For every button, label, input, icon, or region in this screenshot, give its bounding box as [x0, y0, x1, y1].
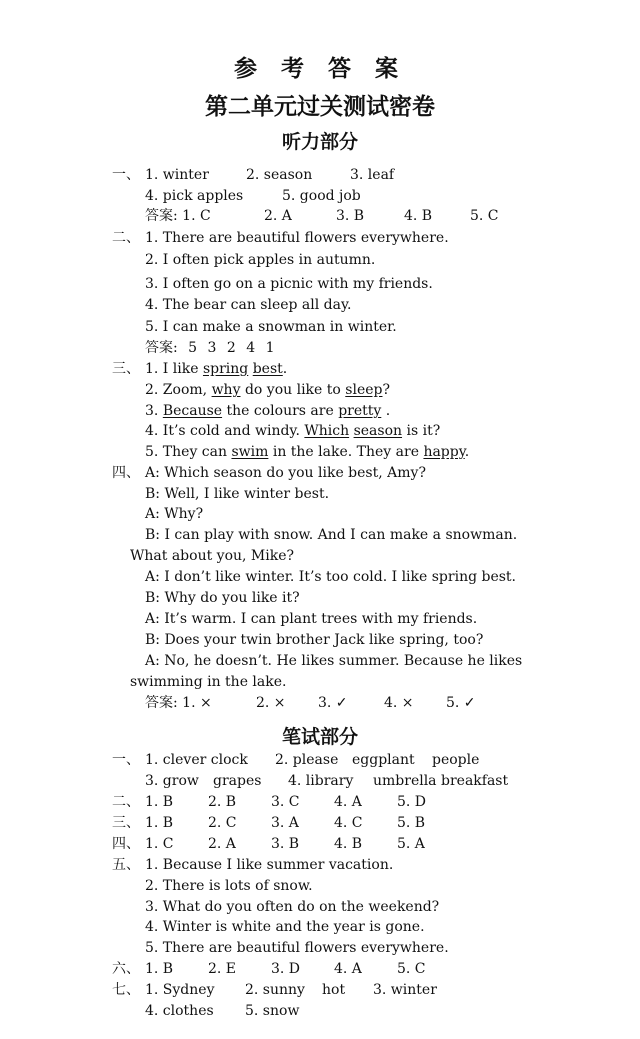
- answer-item: 5. C: [397, 961, 426, 977]
- sentence-text: is it?: [402, 423, 441, 439]
- written-section-1-number: 一、: [112, 752, 140, 768]
- sentence-line: 4. The bear can sleep all day.: [145, 297, 352, 313]
- answer-item: 5. snow: [245, 1003, 300, 1019]
- answer-item: 3. B: [336, 208, 365, 224]
- dialogue-line: B: I can play with snow. And I can make a snowman.: [145, 527, 518, 543]
- answer-item: 1. C: [145, 836, 174, 852]
- answer-item: hot: [322, 982, 346, 998]
- answer-item: breakfast: [441, 773, 509, 789]
- answer-item: 5. ✓: [446, 695, 476, 711]
- answer-item: 2. A: [208, 836, 236, 852]
- answer-item: 1. B: [145, 794, 174, 810]
- answer-item: 3. ✓: [318, 695, 348, 711]
- answer-item: 答案: 1. C: [145, 208, 211, 224]
- filled-blank: why: [211, 382, 241, 398]
- listening-section-1-number: 一、: [112, 167, 140, 183]
- sentence-text: do you like to: [240, 382, 346, 398]
- answer-item: 5. B: [397, 815, 426, 831]
- answer-item: 1. Sydney: [145, 982, 215, 998]
- filled-blank: Because: [162, 403, 223, 419]
- filled-blank: swim: [231, 444, 269, 460]
- filled-blank: happy: [423, 444, 465, 460]
- answer-item: 2. C: [208, 815, 237, 831]
- sentence-line: 1. Because I like summer vacation.: [145, 857, 394, 873]
- answer-item: 4. B: [334, 836, 363, 852]
- answer-item: 2. please: [275, 752, 339, 768]
- answer-item: 1. B: [145, 815, 174, 831]
- listening-section-3-number: 三、: [112, 361, 140, 377]
- dialogue-line: What about you, Mike?: [130, 548, 295, 564]
- written-section-3-number: 三、: [112, 815, 140, 831]
- sentence-text: 3.: [145, 403, 163, 419]
- written-section-6-number: 六、: [112, 961, 140, 977]
- answer-item: 4. A: [334, 961, 362, 977]
- sentence-text: .: [464, 444, 470, 460]
- sentence-text: .: [282, 361, 288, 377]
- written-section-4-number: 四、: [112, 836, 140, 852]
- sentence-line: 5. I can make a snowman in winter.: [145, 319, 397, 335]
- dialogue-line: A: It’s warm. I can plant trees with my friends.: [145, 611, 478, 627]
- dialogue-line: A: I don’t like winter. It’s too cold. I like spring best.: [145, 569, 516, 585]
- answer-item: 答案: 1. ×: [145, 695, 212, 711]
- written-section-7-number: 七、: [112, 982, 140, 998]
- sentence-text: the colours are: [222, 403, 339, 419]
- filled-blank: sleep: [345, 382, 383, 398]
- sentence-text: ?: [382, 382, 390, 398]
- sentence-line: 4. Winter is white and the year is gone.: [145, 919, 425, 935]
- dialogue-line: swimming in the lake.: [130, 674, 287, 690]
- filled-blank: Which: [304, 423, 350, 439]
- answer-item: 4. B: [404, 208, 433, 224]
- answer-item: 3. grow: [145, 773, 199, 789]
- sentence-text: 5. They can: [145, 444, 232, 460]
- dialogue-line: A: Why?: [145, 506, 204, 522]
- answer-item: umbrella: [373, 773, 437, 789]
- answer-sequence: 答案: 5 3 2 4 1: [145, 340, 275, 356]
- dialogue-line: B: Why do you like it?: [145, 590, 300, 606]
- dialogue-line: A: Which season do you like best, Amy?: [145, 465, 426, 481]
- sentence-line: 3. I often go on a picnic with my friends.: [145, 276, 433, 292]
- filled-blank: best: [252, 361, 283, 377]
- answer-item: 1. B: [145, 961, 174, 977]
- sentence-text: in the lake. They are: [268, 444, 424, 460]
- answer-item: 3. C: [271, 794, 300, 810]
- answer-item: 3. A: [271, 815, 299, 831]
- answer-item: 4. ×: [384, 695, 414, 711]
- sentence-line: 5. There are beautiful flowers everywhere.: [145, 940, 449, 956]
- dialogue-line: B: Well, I like winter best.: [145, 486, 330, 502]
- answer-item: 3. B: [271, 836, 300, 852]
- answer-item: 3. winter: [373, 982, 437, 998]
- answer-item: grapes: [213, 773, 262, 789]
- answer-item: 5. good job: [282, 188, 361, 204]
- sentence-line: 2. I often pick apples in autumn.: [145, 252, 376, 268]
- fill-blank-line: [145, 381, 390, 399]
- answer-item: 4. library: [288, 773, 354, 789]
- answer-item: 4. A: [334, 794, 362, 810]
- answer-item: 4. clothes: [145, 1003, 214, 1019]
- answer-item: 4. pick apples: [145, 188, 244, 204]
- answer-item: 1. winter: [145, 167, 209, 183]
- answer-item: 2. B: [208, 794, 237, 810]
- filled-blank: spring: [202, 361, 249, 377]
- answer-item: 5. C: [470, 208, 499, 224]
- dialogue-line: A: No, he doesn’t. He likes summer. Because he likes: [145, 653, 523, 669]
- fill-blank-line: [145, 443, 469, 461]
- filled-blank: season: [353, 423, 403, 439]
- written-heading: 笔试部分: [281, 726, 358, 748]
- written-section-5-number: 五、: [112, 857, 140, 873]
- answer-item: 2. season: [246, 167, 313, 183]
- listening-heading: 听力部分: [281, 131, 358, 153]
- answer-item: 1. clever clock: [145, 752, 248, 768]
- sentence-text: 4. It’s cold and windy.: [145, 423, 305, 439]
- sentence-text: 2. Zoom,: [145, 382, 212, 398]
- sentence-line: 1. There are beautiful flowers everywhere.: [145, 230, 449, 246]
- filled-blank: pretty: [338, 403, 382, 419]
- answer-item: 2. A: [264, 208, 292, 224]
- listening-section-4-number: 四、: [112, 465, 140, 481]
- answer-item: 5. A: [397, 836, 425, 852]
- answer-item: 5. D: [397, 794, 427, 810]
- fill-blank-line: [145, 422, 440, 440]
- written-section-2-number: 二、: [112, 794, 140, 810]
- answer-item: eggplant: [352, 752, 415, 768]
- answer-item: people: [432, 752, 480, 768]
- answer-item: 3. leaf: [350, 167, 395, 183]
- fill-blank-line: [145, 360, 287, 378]
- answer-item: 3. D: [271, 961, 301, 977]
- fill-blank-line: [145, 402, 390, 420]
- answer-item: 2. sunny: [245, 982, 305, 998]
- sentence-text: .: [381, 403, 391, 419]
- page-title: 参 考 答 案: [233, 56, 407, 82]
- sentence-text: 1. I like: [145, 361, 203, 377]
- answer-item: 2. ×: [256, 695, 286, 711]
- answer-item: 4. C: [334, 815, 363, 831]
- answer-item: 2. E: [208, 961, 237, 977]
- sentence-line: 2. There is lots of snow.: [145, 878, 313, 894]
- page-subtitle: 第二单元过关测试密卷: [205, 94, 435, 120]
- listening-section-2-number: 二、: [112, 230, 140, 246]
- dialogue-line: B: Does your twin brother Jack like spring, too?: [145, 632, 484, 648]
- sentence-line: 3. What do you often do on the weekend?: [145, 899, 440, 915]
